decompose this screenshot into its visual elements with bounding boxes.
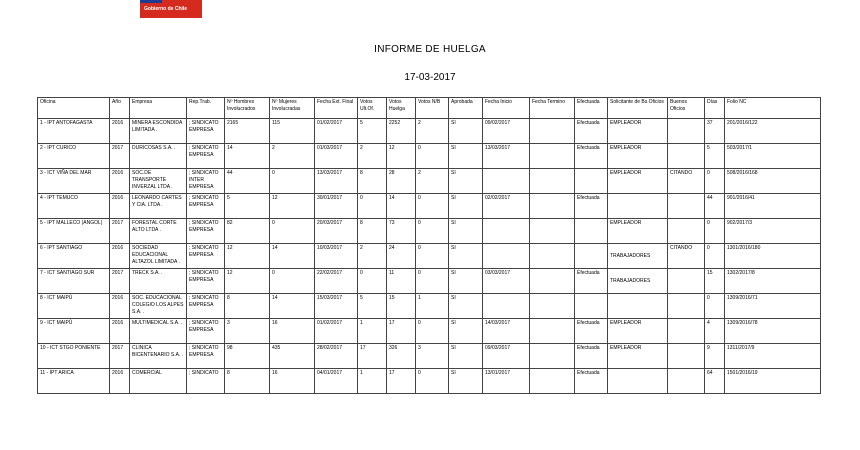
cell-dias: 5 (705, 144, 725, 169)
table-row (38, 194, 821, 219)
cell-buenos-oficios (668, 294, 705, 319)
table-row (38, 144, 821, 169)
cell-rep-trab: ; SINDICATO EMPRESA (187, 194, 225, 219)
cell-fecha-termino (530, 244, 575, 269)
cell-oficina: 2 - IPT CURICO (38, 144, 110, 169)
cell-solicitante (608, 269, 668, 294)
cell-oficina: 11 - IPT ARICA (38, 369, 110, 394)
cell-oficina: 6 - IPT SANTIAGO (38, 244, 110, 269)
cell-fecha-inicio: 14/03/2017 (483, 319, 530, 344)
cell-efectuada (575, 169, 608, 194)
cell-fecha-ext: 01/02/2017 (315, 319, 358, 344)
cell-buenos-oficios (668, 319, 705, 344)
cell-solicitante: EMPLEADOR (608, 344, 668, 369)
cell-efectuada (575, 244, 608, 269)
cell-anio: 2016 (110, 319, 130, 344)
cell-hombres: 3 (225, 319, 270, 344)
column-header: Nº Mujeres Involucradas (270, 98, 315, 119)
cell-empresa: DURICOSAS S.A. . (130, 144, 187, 169)
cell-votos-huelga: 17 (387, 369, 416, 394)
column-header: Fecha Termino (530, 98, 575, 119)
cell-solicitante: EMPLEADOR (608, 219, 668, 244)
cell-oficina: 5 - IPT MALLECO (ANGOL) (38, 219, 110, 244)
column-header: Votos Ult.Of. (358, 98, 387, 119)
cell-mujeres: 14 (270, 294, 315, 319)
table-row (38, 344, 821, 369)
cell-folio: 1309/2016/71 (725, 294, 821, 319)
cell-dias: 0 (705, 169, 725, 194)
cell-fecha-ext: 15/03/2017 (315, 294, 358, 319)
cell-buenos-oficios (668, 344, 705, 369)
cell-dias: 0 (705, 219, 725, 244)
cell-fecha-inicio: 02/02/2017 (483, 194, 530, 219)
cell-votos-huelga: 28 (387, 169, 416, 194)
table-row (38, 119, 821, 144)
cell-votos-huelga: 24 (387, 244, 416, 269)
cell-fecha-inicio (483, 169, 530, 194)
cell-efectuada (575, 219, 608, 244)
cell-votos-huelga: 15 (387, 294, 416, 319)
cell-fecha-ext: 10/03/2017 (315, 244, 358, 269)
cell-aprobada: SI (449, 269, 483, 294)
cell-dias: 44 (705, 194, 725, 219)
cell-votos-ult: 1 (358, 319, 387, 344)
cell-votos-nb: 0 (416, 369, 449, 394)
cell-votos-huelga: 14 (387, 194, 416, 219)
cell-folio: 902/2017/3 (725, 219, 821, 244)
cell-fecha-inicio: 09/03/2017 (483, 344, 530, 369)
cell-hombres: 8 (225, 294, 270, 319)
cell-votos-huelga: 12 (387, 144, 416, 169)
solicitante-value: TRABAJADORES (610, 278, 651, 284)
cell-efectuada: Efectuada (575, 369, 608, 394)
cell-solicitante: EMPLEADOR (608, 169, 668, 194)
table-row (38, 294, 821, 319)
cell-buenos-oficios (668, 144, 705, 169)
cell-folio: 901/2016/41 (725, 194, 821, 219)
cell-rep-trab: ; SINDICATO EMPRESA (187, 244, 225, 269)
cell-fecha-inicio: 03/03/2017 (483, 269, 530, 294)
cell-aprobada: SI (449, 119, 483, 144)
cell-rep-trab: ; SINDICATO EMPRESA (187, 344, 225, 369)
cell-fecha-ext: 20/03/2017 (315, 219, 358, 244)
cell-mujeres: 0 (270, 269, 315, 294)
cell-fecha-inicio (483, 219, 530, 244)
cell-anio: 2016 (110, 119, 130, 144)
cell-efectuada: Efectuada (575, 119, 608, 144)
cell-rep-trab: ; SINDICATO EMPRESA (187, 119, 225, 144)
cell-buenos-oficios (668, 269, 705, 294)
cell-empresa: SOCIEDAD EDUCACIONAL ALTAZOL LIMITADA . (130, 244, 187, 269)
cell-votos-ult: 8 (358, 219, 387, 244)
cell-aprobada: SI (449, 194, 483, 219)
cell-aprobada: SI (449, 244, 483, 269)
cell-fecha-ext: 04/01/2017 (315, 369, 358, 394)
cell-anio: 2017 (110, 344, 130, 369)
column-header: Votos N/B (416, 98, 449, 119)
column-header: Efectuada (575, 98, 608, 119)
cell-votos-nb: 0 (416, 144, 449, 169)
cell-fecha-inicio: 13/01/2017 (483, 369, 530, 394)
cell-empresa: COMERCIAL (130, 369, 187, 394)
cell-mujeres: 0 (270, 219, 315, 244)
cell-votos-ult: 0 (358, 194, 387, 219)
cell-fecha-termino (530, 119, 575, 144)
cell-votos-nb: 1 (416, 294, 449, 319)
cell-dias: 37 (705, 119, 725, 144)
cell-empresa: MULTIMEDICAL S.A. . (130, 319, 187, 344)
cell-fecha-termino (530, 344, 575, 369)
cell-buenos-oficios (668, 194, 705, 219)
table-row (38, 369, 821, 394)
cell-anio: 2016 (110, 169, 130, 194)
cell-votos-ult: 17 (358, 344, 387, 369)
cell-rep-trab: ; SINDICATO EMPRESA (187, 319, 225, 344)
cell-aprobada: SI (449, 319, 483, 344)
cell-anio: 2017 (110, 269, 130, 294)
cell-aprobada: SI (449, 369, 483, 394)
cell-solicitante (608, 194, 668, 219)
cell-fecha-termino (530, 144, 575, 169)
cell-rep-trab: ; SINDICATO EMPRESA (187, 269, 225, 294)
cell-fecha-ext: 28/02/2017 (315, 344, 358, 369)
cell-solicitante: EMPLEADOR (608, 319, 668, 344)
column-header: Año (110, 98, 130, 119)
cell-empresa: LEONARDO CARTES Y CIA. LTDA . (130, 194, 187, 219)
column-header: Oficina (38, 98, 110, 119)
cell-aprobada: SI (449, 169, 483, 194)
cell-rep-trab: ; SINDICATO EMPRESA (187, 219, 225, 244)
cell-mujeres: 12 (270, 194, 315, 219)
cell-hombres: 12 (225, 244, 270, 269)
table-row (38, 244, 821, 269)
cell-votos-huelga: 2252 (387, 119, 416, 144)
cell-anio: 2016 (110, 369, 130, 394)
cell-efectuada: Efectuada (575, 319, 608, 344)
cell-rep-trab: ; SINDICATO (187, 369, 225, 394)
cell-aprobada: SI (449, 294, 483, 319)
cell-folio: 508/2016/168 (725, 169, 821, 194)
cell-oficina: 3 - ICT VIÑA DEL MAR (38, 169, 110, 194)
cell-hombres: 2165 (225, 119, 270, 144)
cell-fecha-termino (530, 269, 575, 294)
cell-aprobada: SI (449, 144, 483, 169)
cell-folio: 1311/2017/9 (725, 344, 821, 369)
cell-rep-trab: ; SINDICATO EMPRESA (187, 294, 225, 319)
cell-folio: 1302/2017/8 (725, 269, 821, 294)
cell-hombres: 44 (225, 169, 270, 194)
cell-fecha-inicio: 13/03/2017 (483, 144, 530, 169)
cell-aprobada: SI (449, 219, 483, 244)
cell-mujeres: 0 (270, 169, 315, 194)
cell-folio: 1301/2016/180 (725, 244, 821, 269)
cell-dias: 64 (705, 369, 725, 394)
cell-oficina: 1 - IPT ANTOFAGASTA (38, 119, 110, 144)
cell-votos-ult: 8 (358, 169, 387, 194)
cell-fecha-termino (530, 319, 575, 344)
cell-solicitante (608, 244, 668, 269)
table-row (38, 169, 821, 194)
cell-oficina: 10 - ICT STGO PONIENTE (38, 344, 110, 369)
cell-empresa: CLINICA BICENTENARIO S.A. . (130, 344, 187, 369)
cell-votos-nb: 2 (416, 119, 449, 144)
cell-votos-nb: 2 (416, 169, 449, 194)
strike-report-table (37, 97, 821, 394)
cell-anio: 2016 (110, 244, 130, 269)
cell-mujeres: 16 (270, 369, 315, 394)
cell-dias: 4 (705, 319, 725, 344)
cell-folio: 1309/2016/78 (725, 319, 821, 344)
cell-hombres: 82 (225, 219, 270, 244)
cell-fecha-inicio: 09/02/2017 (483, 119, 530, 144)
column-header: Folio NC (725, 98, 821, 119)
gobierno-logo (140, 0, 202, 18)
cell-votos-ult: 0 (358, 269, 387, 294)
logo-text: Gobierno de Chile (144, 6, 188, 12)
column-header: Solicitante de Bs.Oficios (608, 98, 668, 119)
cell-folio: 503/2017/1 (725, 144, 821, 169)
cell-dias: 9 (705, 344, 725, 369)
cell-fecha-termino (530, 169, 575, 194)
cell-dias: 15 (705, 269, 725, 294)
cell-solicitante: EMPLEADOR (608, 119, 668, 144)
cell-votos-nb: 0 (416, 219, 449, 244)
cell-oficina: 8 - ICT MAIPÚ (38, 294, 110, 319)
cell-votos-ult: 2 (358, 144, 387, 169)
cell-dias: 0 (705, 244, 725, 269)
cell-folio: 201/2016/122 (725, 119, 821, 144)
cell-buenos-oficios: CITANDO (668, 244, 705, 269)
column-header: Días (705, 98, 725, 119)
cell-empresa: FORESTAL CORTE ALTO LTDA . (130, 219, 187, 244)
cell-votos-ult: 5 (358, 119, 387, 144)
cell-votos-nb: 0 (416, 244, 449, 269)
cell-oficina: 4 - IPT TEMUCO (38, 194, 110, 219)
cell-folio: 1501/2016/19 (725, 369, 821, 394)
cell-votos-nb: 0 (416, 269, 449, 294)
cell-fecha-termino (530, 219, 575, 244)
table-header-row (38, 98, 821, 119)
table-row (38, 269, 821, 294)
cell-fecha-ext: 01/03/2017 (315, 144, 358, 169)
cell-hombres: 98 (225, 344, 270, 369)
cell-efectuada: Efectuada (575, 269, 608, 294)
cell-empresa: TRECK S.A. . (130, 269, 187, 294)
cell-fecha-ext: 01/02/2017 (315, 119, 358, 144)
cell-efectuada (575, 294, 608, 319)
cell-buenos-oficios: CITANDO (668, 169, 705, 194)
cell-dias: 0 (705, 294, 725, 319)
cell-buenos-oficios (668, 369, 705, 394)
column-header: Aprobada (449, 98, 483, 119)
cell-hombres: 8 (225, 369, 270, 394)
column-header: Fecha Inicio (483, 98, 530, 119)
column-header: Buenos Oficios (668, 98, 705, 119)
cell-fecha-termino (530, 294, 575, 319)
cell-efectuada: Efectuada (575, 344, 608, 369)
cell-empresa: SOC. EDUCACIONAL COLEGIO LOS ALPES S.A. . (130, 294, 187, 319)
cell-oficina: 7 - ICT SANTIAGO SUR (38, 269, 110, 294)
cell-anio: 2016 (110, 194, 130, 219)
cell-fecha-termino (530, 369, 575, 394)
cell-solicitante: EMPLEADOR (608, 144, 668, 169)
cell-efectuada: Efectuada (575, 194, 608, 219)
cell-votos-huelga: 73 (387, 219, 416, 244)
report-title: INFORME DE HUELGA (374, 44, 486, 55)
cell-fecha-inicio (483, 294, 530, 319)
cell-mujeres: 2 (270, 144, 315, 169)
cell-rep-trab: ; SINDICATO INTER EMPRESA (187, 169, 225, 194)
logo-flag-stripe (140, 0, 162, 3)
table-row (38, 319, 821, 344)
cell-buenos-oficios (668, 119, 705, 144)
cell-solicitante (608, 294, 668, 319)
cell-buenos-oficios (668, 219, 705, 244)
solicitante-value: TRABAJADORES (610, 253, 651, 259)
cell-votos-huelga: 326 (387, 344, 416, 369)
column-header: Nº Hombres Involucrados (225, 98, 270, 119)
cell-mujeres: 16 (270, 319, 315, 344)
table-row (38, 219, 821, 244)
cell-anio: 2017 (110, 219, 130, 244)
column-header: Empresa (130, 98, 187, 119)
cell-fecha-termino (530, 194, 575, 219)
cell-votos-ult: 2 (358, 244, 387, 269)
cell-anio: 2016 (110, 294, 130, 319)
column-header: Fecha Ext. Final (315, 98, 358, 119)
cell-efectuada: Efectuada (575, 144, 608, 169)
cell-votos-ult: 5 (358, 294, 387, 319)
column-header: Votos Huelga (387, 98, 416, 119)
cell-mujeres: 14 (270, 244, 315, 269)
cell-solicitante (608, 369, 668, 394)
cell-mujeres: 435 (270, 344, 315, 369)
cell-hombres: 12 (225, 269, 270, 294)
cell-fecha-ext: 30/01/2017 (315, 194, 358, 219)
cell-votos-huelga: 11 (387, 269, 416, 294)
cell-rep-trab: ; SINDICATO EMPRESA (187, 144, 225, 169)
cell-votos-huelga: 17 (387, 319, 416, 344)
report-date: 17-03-2017 (404, 72, 456, 83)
cell-empresa: SOC.DE TRANSPORTE INVERZAL LTDA . (130, 169, 187, 194)
cell-anio: 2017 (110, 144, 130, 169)
cell-votos-nb: 0 (416, 194, 449, 219)
cell-empresa: MINERA ESCONDIDA LIMITADA . (130, 119, 187, 144)
cell-votos-nb: 3 (416, 344, 449, 369)
column-header: Rep.Trab. (187, 98, 225, 119)
cell-fecha-ext: 13/03/2017 (315, 169, 358, 194)
cell-votos-nb: 0 (416, 319, 449, 344)
cell-votos-ult: 1 (358, 369, 387, 394)
cell-mujeres: 115 (270, 119, 315, 144)
cell-fecha-ext: 22/02/2017 (315, 269, 358, 294)
cell-fecha-inicio (483, 244, 530, 269)
cell-hombres: 5 (225, 194, 270, 219)
cell-aprobada: SI (449, 344, 483, 369)
cell-hombres: 14 (225, 144, 270, 169)
cell-oficina: 9 - ICT MAIPÚ (38, 319, 110, 344)
